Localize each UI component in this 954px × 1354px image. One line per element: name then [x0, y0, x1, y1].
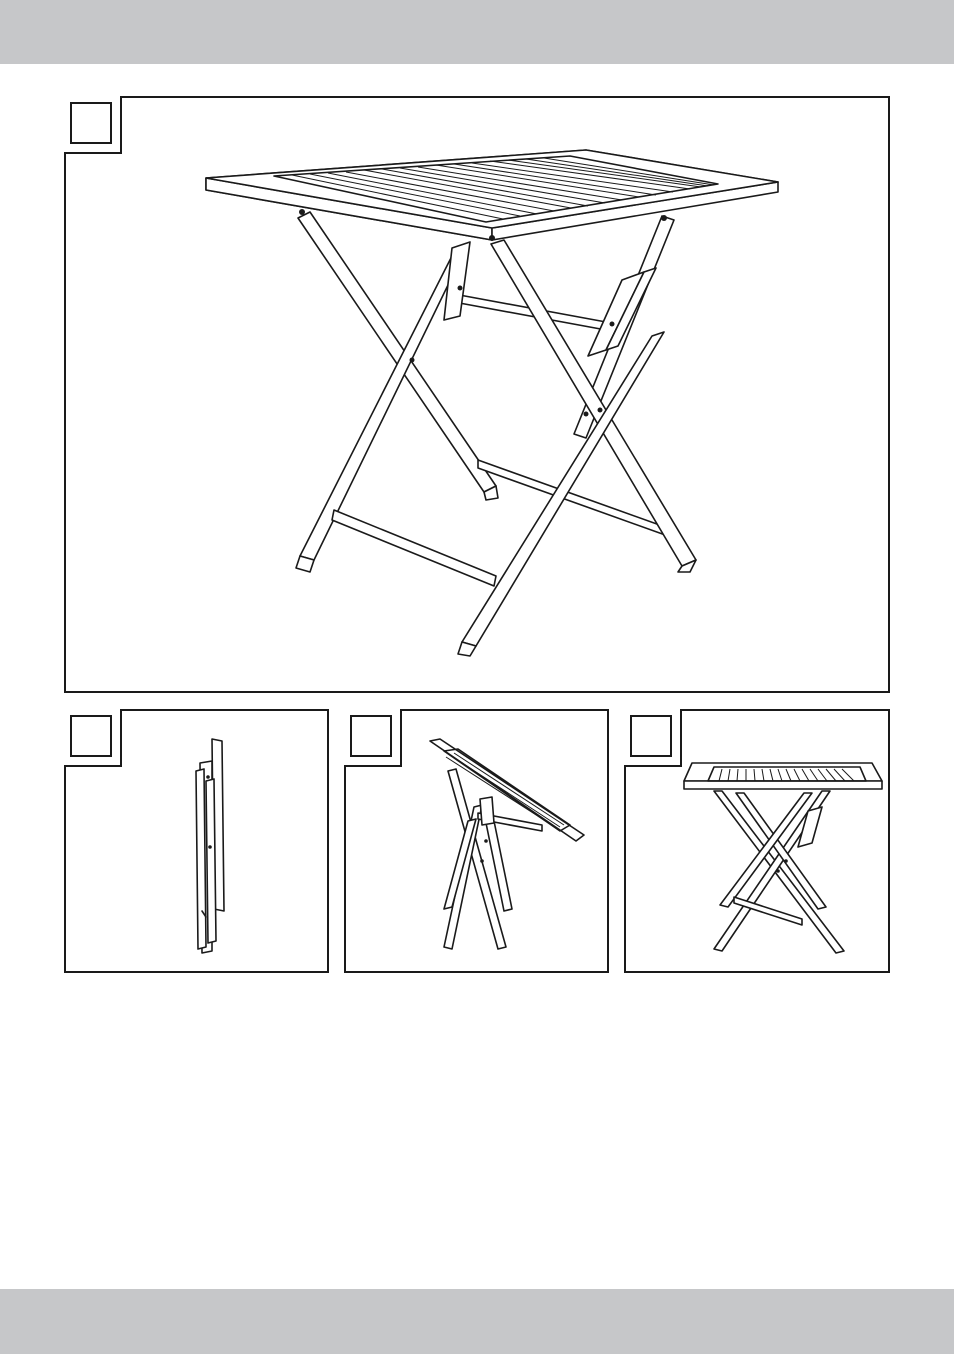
figure-panel-step-3: [624, 709, 890, 973]
step-label-tab: [624, 709, 682, 767]
footer-band: [0, 1289, 954, 1354]
step-number-box: [350, 715, 392, 757]
step-label-tab: [64, 96, 122, 154]
figure-panel-main: [64, 96, 890, 693]
table-unfolded-illustration: [66, 98, 888, 691]
step-label-tab: [64, 709, 122, 767]
step-label-tab: [344, 709, 402, 767]
step-number-box: [70, 102, 112, 144]
figure-panel-step-2: [344, 709, 609, 973]
figure-panel-step-1: [64, 709, 329, 973]
step-number-box: [70, 715, 112, 757]
header-band: [0, 0, 954, 64]
step-number-box: [630, 715, 672, 757]
